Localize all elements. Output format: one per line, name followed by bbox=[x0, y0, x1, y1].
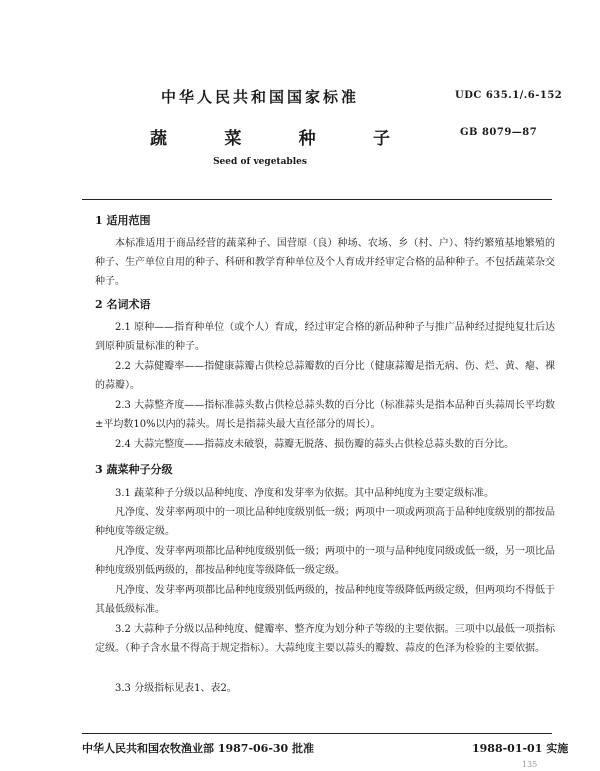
paragraph: 凡净度、发芽率两项都比品种纯度级别低一级；两项中的一项与品种纯度同级或低一级，另一项比品种纯度级别低两级的，都按品种纯度等级降低一级定级。 bbox=[95, 546, 555, 576]
paragraph: 2.4 大蒜完整度——指蒜皮未破裂，蒜瓣无脱落、损伤瓣的蒜头占供检总蒜头数的百分比。 bbox=[115, 439, 515, 450]
paragraph: 3.3 分级指标见表1、表2。 bbox=[115, 683, 237, 694]
paragraph: 2.2 大蒜健瓣率——指健康蒜瓣占供检总蒜瓣数的百分比（健康蒜瓣是指无病、伤、烂、黄、瘪、裸的蒜瓣）。 bbox=[95, 361, 555, 391]
section-heading: 1 适用范围 bbox=[95, 214, 151, 227]
footer-divider bbox=[82, 733, 552, 734]
effective-date: 1988-01-01 实施 bbox=[472, 742, 569, 755]
title-char: 菜 bbox=[224, 129, 242, 149]
title-char: 子 bbox=[372, 129, 390, 149]
issuer-approval: 中华人民共和国农牧渔业部 1987-06-30 批准 bbox=[82, 742, 315, 755]
paragraph: 2.1 原种——指育种单位（或个人）育成，经过审定合格的新品种种子与推广品种经过提纯复壮后达到原种质量标准的种子。 bbox=[95, 322, 555, 352]
document-title bbox=[150, 124, 390, 149]
section-heading: 3 蔬菜种子分级 bbox=[95, 463, 173, 476]
title-char: 蔬 bbox=[150, 129, 167, 149]
paragraph: 凡净度、发芽率两项中的一项比品种纯度级别低一级；两项中一项或两项高于品种纯度级别的都按品种纯度等级定级。 bbox=[95, 507, 555, 537]
standard-title: 中华人民共和国国家标准 bbox=[160, 88, 359, 106]
paragraph: 2.3 大蒜整齐度——指标准蒜头数占供检总蒜头数的百分比（标准蒜头是指本品种百头蒜周长平均数±平均数10%以内的蒜头。周长是指蒜头最大直径部分的周长）。 bbox=[95, 400, 555, 430]
page-number: 135 bbox=[522, 760, 538, 769]
gb-code: GB 8079—87 bbox=[460, 127, 538, 138]
english-title: Seed of vegetables bbox=[213, 157, 307, 167]
paragraph: 凡净度、发芽率两项都比品种纯度级别低两级的，按品种纯度等级降低两级定级，但两项均不得低于其最低级标准。 bbox=[95, 585, 555, 615]
paragraph: 3.1 蔬菜种子分级以品种纯度、净度和发芽率为依据。其中品种纯度为主要定级标准。 bbox=[115, 488, 495, 499]
udc-code: UDC 635.1/.6-152 bbox=[455, 90, 563, 101]
paragraph: 3.2 大蒜种子分级以品种纯度、健瓣率、整齐度为划分种子等级的主要依据。三项中以最低一项指标定级。（种子含水量不得高于规定指标）。大蒜纯度主要以蒜头的瓣数、蒜皮的色泽为检验的主要依据。 bbox=[95, 624, 555, 654]
section-heading: 2 名词术语 bbox=[95, 298, 151, 311]
header-divider bbox=[82, 199, 552, 200]
title-char: 种 bbox=[298, 129, 316, 149]
paragraph: 本标准适用于商品经营的蔬菜种子、国营原（良）种场、农场、乡（村、户）、特约繁殖基地繁殖的种子、生产单位自用的种子、科研和教学育种单位及个人育成并经审定合格的品种种子。不包括蔬菜杂交种子。 bbox=[95, 238, 555, 287]
